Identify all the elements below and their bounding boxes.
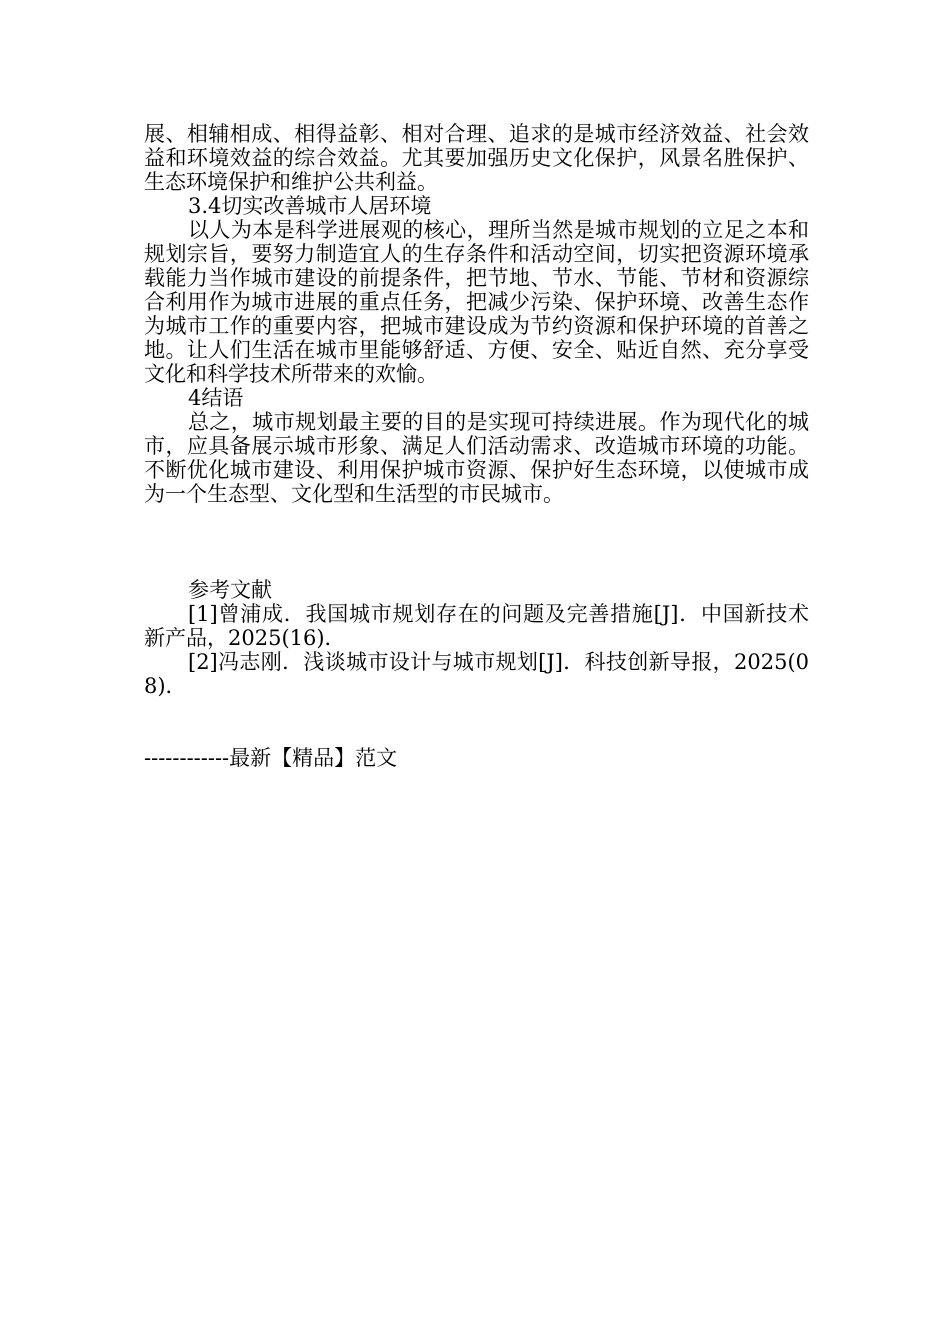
body-paragraph: 总之，城市规划最主要的目的是实现可持续进展。作为现代化的城市，应具备展示城市形象、满足人们活动需求、改造城市环境的功能。不断优化城市建设、利用保护城市资源、保护好生态环境，以使城市成为一个生态型、文化型和生活型的市民城市。 [144,410,809,506]
spacer [144,698,809,746]
document-body [144,122,809,770]
reference-item: [2]冯志刚．浅谈城市设计与城市规划[J]．科技创新导报，2025(08)． [144,650,809,698]
section-heading: 3.4切实改善城市人居环境 [188,194,432,218]
references-heading: 参考文献 [188,578,272,602]
body-paragraph: 展、相辅相成、相得益彰、相对合理、追求的是城市经济效益、社会效益和环境效益的综合效益。尤其要加强历史文化保护，风景名胜保护、生态环境保护和维护公共利益。 [144,122,809,194]
spacer [144,506,809,578]
section-heading: 4结语 [188,386,244,410]
body-paragraph: 以人为本是科学进展观的核心，理所当然是城市规划的立足之本和规划宗旨，要努力制造宜人的生存条件和活动空间，切实把资源环境承载能力当作城市建设的前提条件，把节地、节水、节能、节材和资源综合利用作为城市进展的重点任务，把减少污染、保护环境、改善生态作为城市工作的重要内容，把城市建设成为节约资源和保护环境的首善之地。让人们生活在城市里能够舒适、方便、安全、贴近自然、充分享受文化和科学技术所带来的欢愉。 [144,218,809,386]
reference-item: [1]曾浦成．我国城市规划存在的问题及完善措施[J]．中国新技术新产品，2025(16)． [144,602,809,650]
footer-text: ------------最新【精品】范文 [144,746,398,770]
